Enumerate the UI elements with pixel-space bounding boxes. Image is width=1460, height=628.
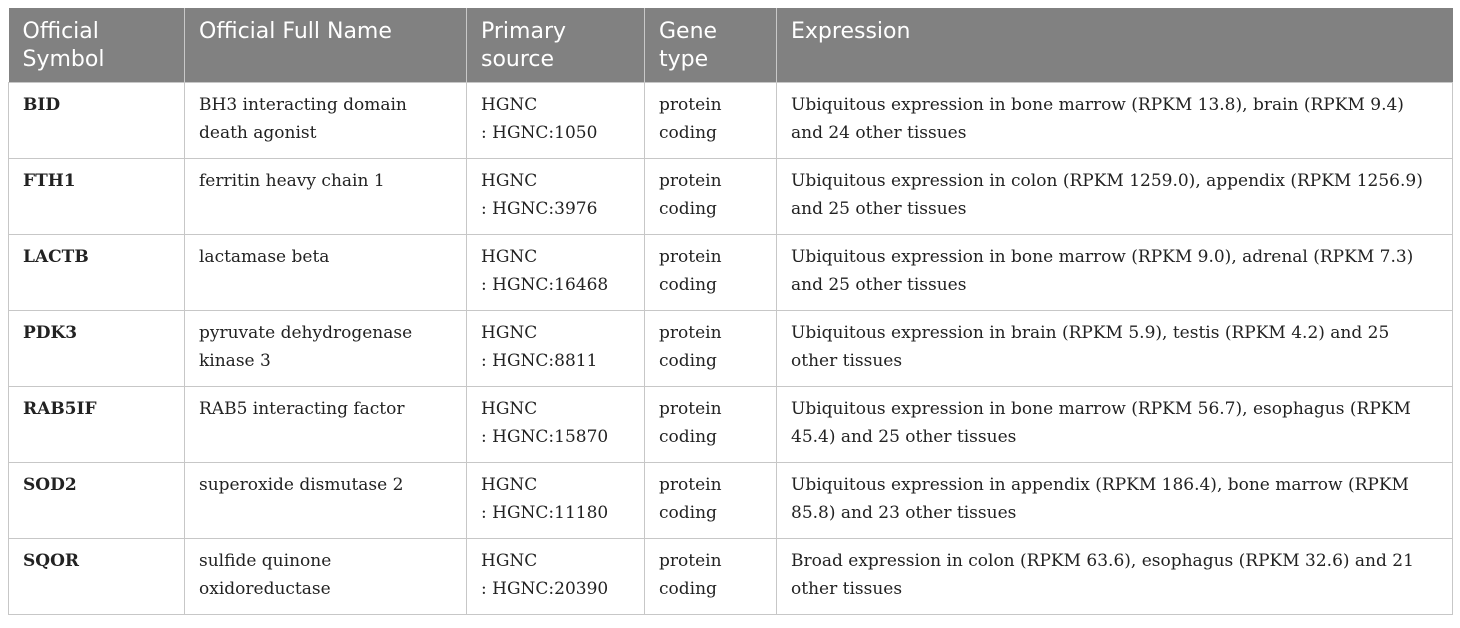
cell-official-full-name: RAB5 interacting factor bbox=[185, 387, 467, 463]
cell-expression: Ubiquitous expression in appendix (RPKM 186.4), bone marrow (RPKM 85.8) and 23 other tissues bbox=[777, 463, 1453, 539]
cell-gene-type: protein coding bbox=[645, 83, 777, 159]
cell-gene-type: protein coding bbox=[645, 159, 777, 235]
header-official-symbol: Official Symbol bbox=[9, 8, 185, 83]
primary-source-db: HGNC bbox=[481, 323, 538, 343]
cell-gene-type: protein coding bbox=[645, 311, 777, 387]
primary-source-id: : HGNC:20390 bbox=[481, 579, 609, 599]
cell-official-symbol: SQOR bbox=[9, 539, 185, 615]
primary-source-id: : HGNC:11180 bbox=[481, 503, 609, 523]
cell-primary-source bbox=[467, 539, 645, 615]
header-gene-type: Gene type bbox=[645, 8, 777, 83]
table-row bbox=[9, 235, 1453, 311]
cell-expression: Ubiquitous expression in bone marrow (RPKM 9.0), adrenal (RPKM 7.3) and 25 other tissues bbox=[777, 235, 1453, 311]
cell-official-symbol: BID bbox=[9, 83, 185, 159]
header-official-full-name: Official Full Name bbox=[185, 8, 467, 83]
cell-primary-source bbox=[467, 463, 645, 539]
primary-source-db: HGNC bbox=[481, 551, 538, 571]
primary-source-id: : HGNC:8811 bbox=[481, 351, 598, 371]
cell-gene-type: protein coding bbox=[645, 235, 777, 311]
cell-expression: Broad expression in colon (RPKM 63.6), esophagus (RPKM 32.6) and 21 other tissues bbox=[777, 539, 1453, 615]
gene-table bbox=[8, 8, 1453, 615]
cell-official-full-name: pyruvate dehydrogenase kinase 3 bbox=[185, 311, 467, 387]
cell-primary-source bbox=[467, 311, 645, 387]
cell-expression: Ubiquitous expression in colon (RPKM 1259.0), appendix (RPKM 1256.9) and 25 other tissues bbox=[777, 159, 1453, 235]
table-row bbox=[9, 463, 1453, 539]
primary-source-db: HGNC bbox=[481, 171, 538, 191]
cell-primary-source bbox=[467, 387, 645, 463]
header-primary-source: Primary source bbox=[467, 8, 645, 83]
cell-official-full-name: superoxide dismutase 2 bbox=[185, 463, 467, 539]
primary-source-db: HGNC bbox=[481, 247, 538, 267]
primary-source-id: : HGNC:3976 bbox=[481, 199, 598, 219]
cell-gene-type: protein coding bbox=[645, 387, 777, 463]
cell-official-symbol: RAB5IF bbox=[9, 387, 185, 463]
cell-official-symbol: PDK3 bbox=[9, 311, 185, 387]
cell-expression: Ubiquitous expression in bone marrow (RPKM 13.8), brain (RPKM 9.4) and 24 other tissues bbox=[777, 83, 1453, 159]
cell-gene-type: protein coding bbox=[645, 463, 777, 539]
primary-source-db: HGNC bbox=[481, 475, 538, 495]
table-row bbox=[9, 311, 1453, 387]
primary-source-db: HGNC bbox=[481, 399, 538, 419]
cell-official-symbol: SOD2 bbox=[9, 463, 185, 539]
cell-official-symbol: LACTB bbox=[9, 235, 185, 311]
cell-official-full-name: BH3 interacting domain death agonist bbox=[185, 83, 467, 159]
cell-official-full-name: ferritin heavy chain 1 bbox=[185, 159, 467, 235]
header-expression: Expression bbox=[777, 8, 1453, 83]
primary-source-id: : HGNC:16468 bbox=[481, 275, 609, 295]
table-row bbox=[9, 539, 1453, 615]
cell-official-symbol: FTH1 bbox=[9, 159, 185, 235]
cell-expression: Ubiquitous expression in brain (RPKM 5.9), testis (RPKM 4.2) and 25 other tissues bbox=[777, 311, 1453, 387]
gene-table-container bbox=[8, 8, 1452, 615]
cell-primary-source bbox=[467, 159, 645, 235]
table-row bbox=[9, 387, 1453, 463]
cell-official-full-name: lactamase beta bbox=[185, 235, 467, 311]
primary-source-db: HGNC bbox=[481, 95, 538, 115]
primary-source-id: : HGNC:1050 bbox=[481, 123, 598, 143]
table-row bbox=[9, 159, 1453, 235]
cell-official-full-name: sulfide quinone oxidoreductase bbox=[185, 539, 467, 615]
table-row bbox=[9, 83, 1453, 159]
cell-gene-type: protein coding bbox=[645, 539, 777, 615]
header-row bbox=[9, 8, 1453, 83]
cell-primary-source bbox=[467, 235, 645, 311]
cell-primary-source bbox=[467, 83, 645, 159]
cell-expression: Ubiquitous expression in bone marrow (RPKM 56.7), esophagus (RPKM 45.4) and 25 other tissues bbox=[777, 387, 1453, 463]
primary-source-id: : HGNC:15870 bbox=[481, 427, 609, 447]
